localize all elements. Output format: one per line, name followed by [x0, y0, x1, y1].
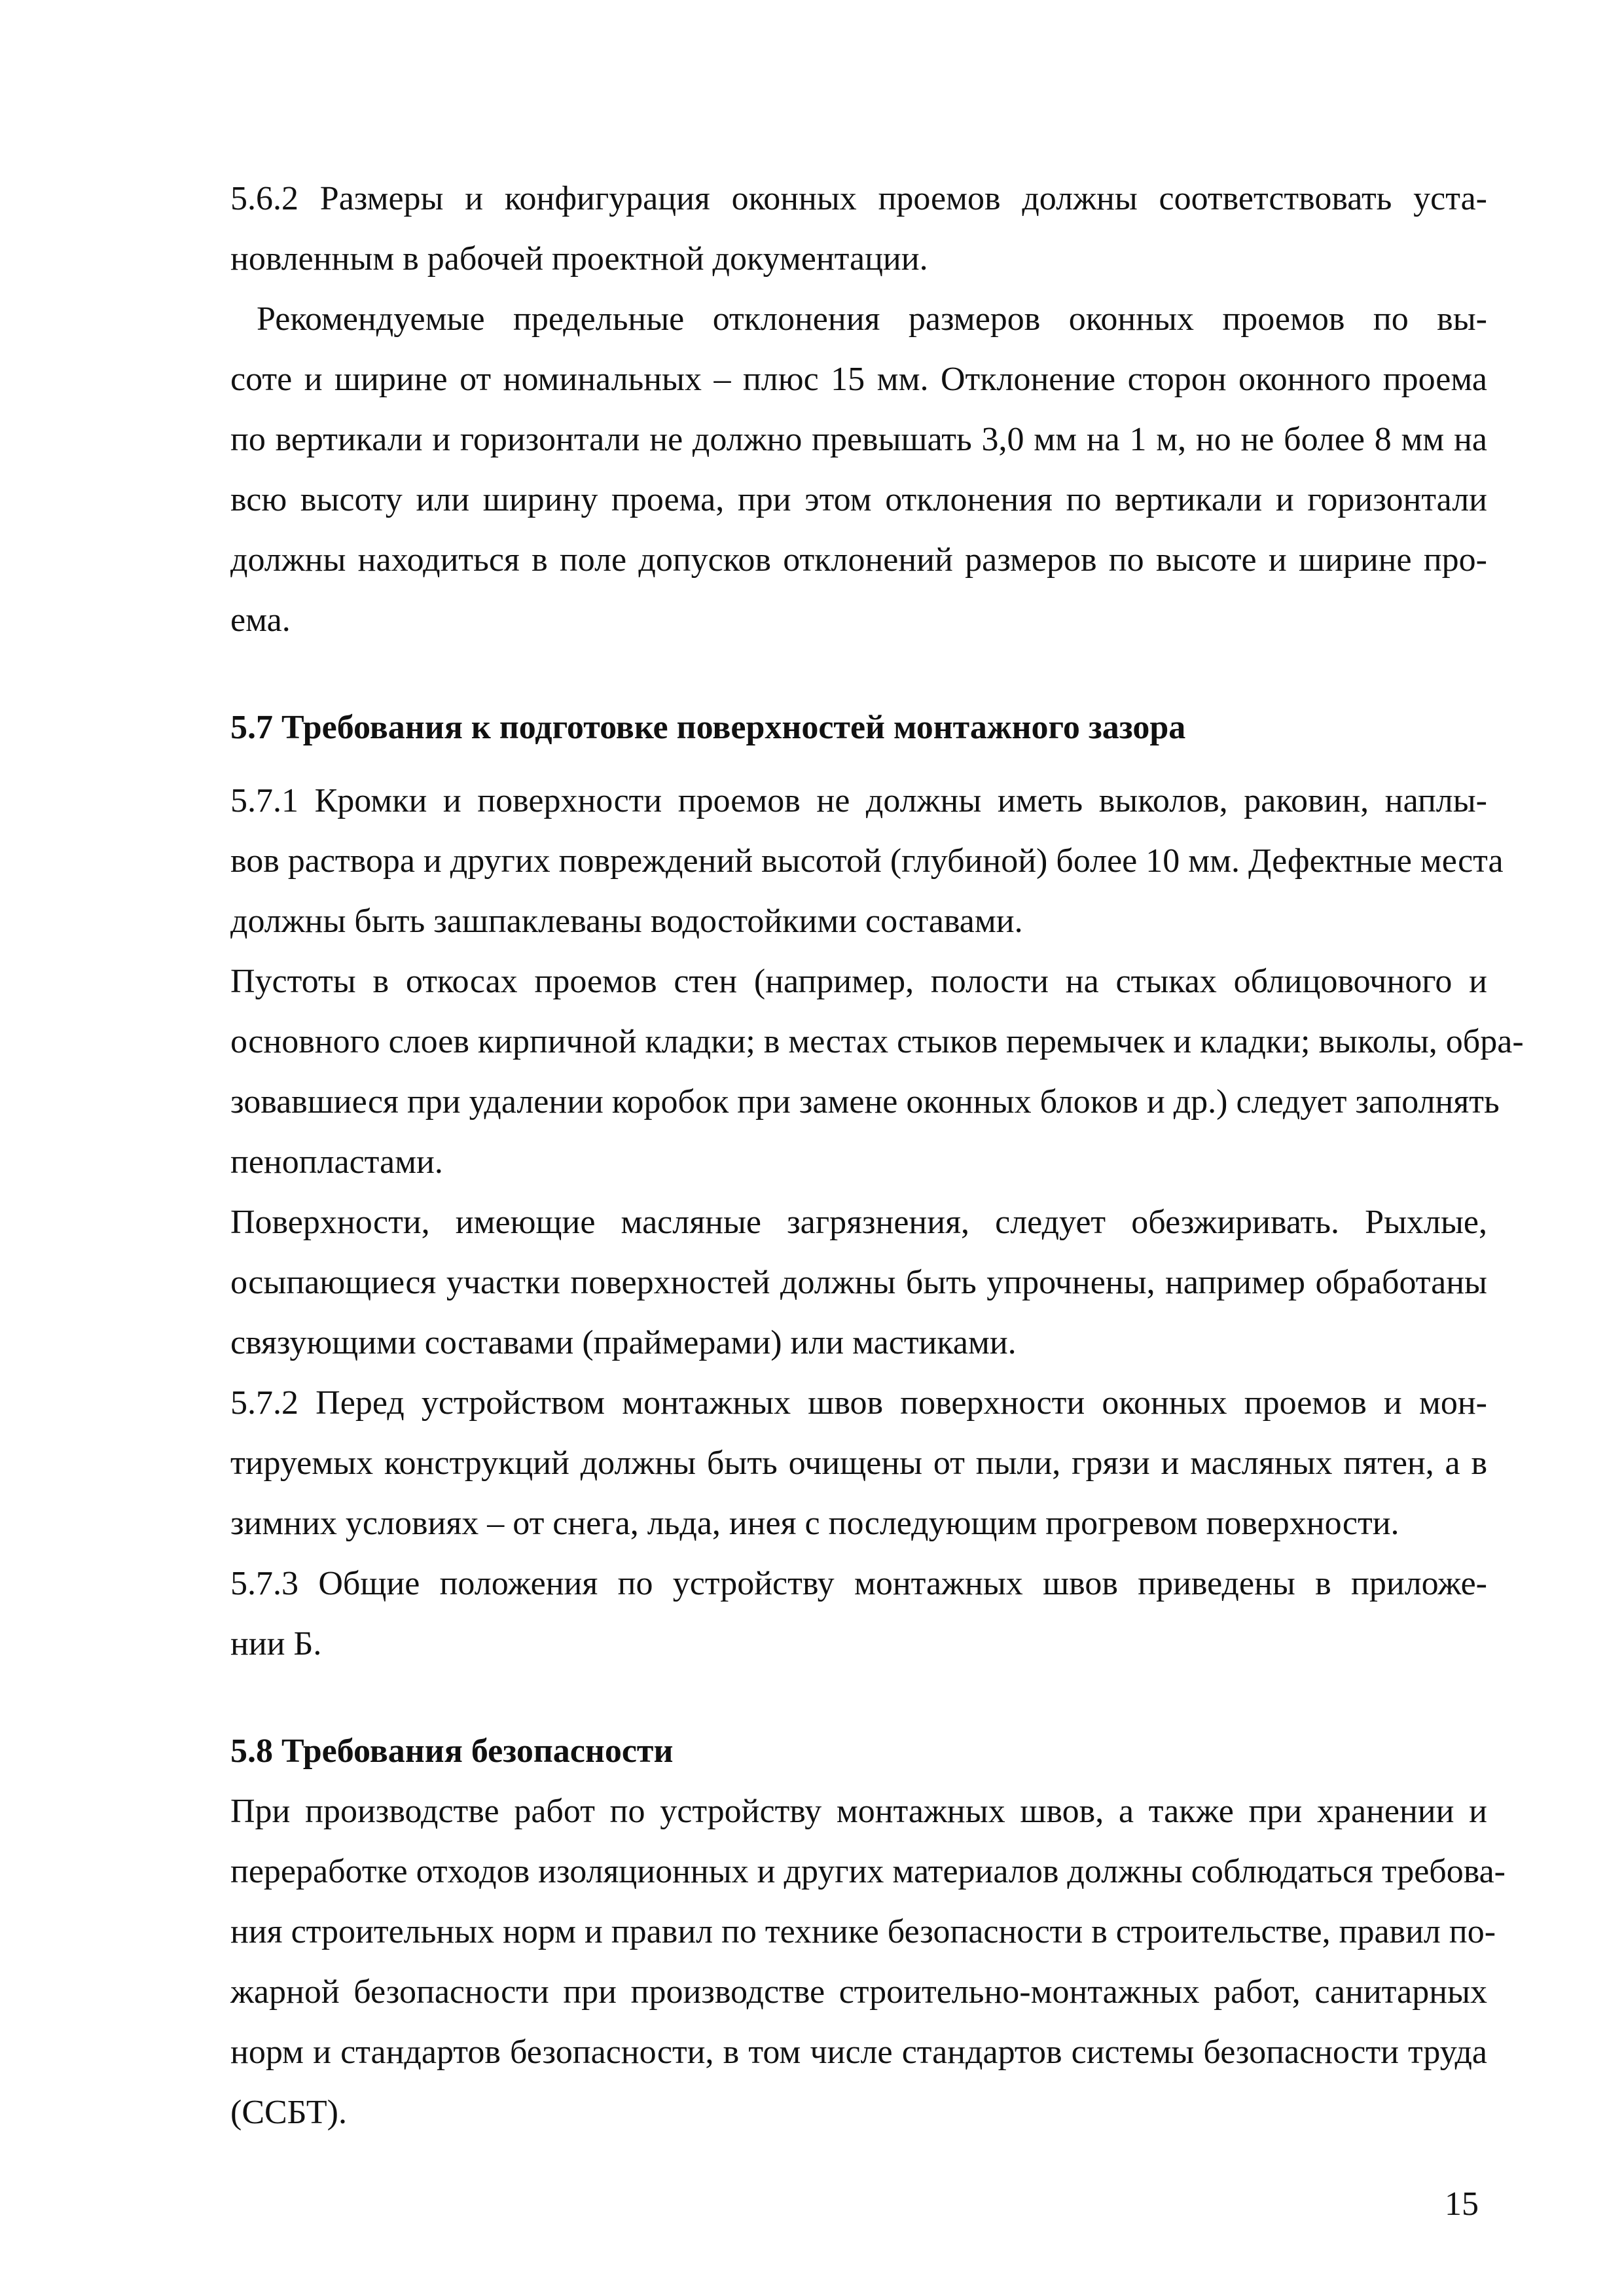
text-line: При производстве работ по устройству монтажных швов, а также при хранении и	[230, 1793, 1487, 1830]
text-line: нии Б.	[230, 1625, 322, 1662]
text-line: зовавшиеся при удалении коробок при замене оконных блоков и др.) следует заполнять	[230, 1083, 1500, 1121]
text-line: 5.6.2 Размеры и конфигурация оконных проемов должны соответствовать уста-	[230, 180, 1487, 217]
text-line: должны быть зашпаклеваны водостойкими составами.	[230, 903, 1023, 940]
text-line: всю высоту или ширину проема, при этом отклонения по вертикали и горизонтали	[230, 481, 1487, 518]
text-line: основного слоев кирпичной кладки; в местах стыков перемычек и кладки; выколы, обра-	[230, 1023, 1524, 1060]
text-line: зимних условиях – от снега, льда, инея с последующим прогревом поверхности.	[230, 1505, 1399, 1542]
paragraph-tolerances	[230, 289, 1487, 651]
page-number: 15	[1445, 2185, 1479, 2223]
text-line: 5.7.3 Общие положения по устройству монтажных швов приведены в приложе-	[230, 1565, 1487, 1602]
text-line: ния строительных норм и правил по технике безопасности в строительстве, правил по-	[230, 1913, 1496, 1950]
text-line: тируемых конструкций должны быть очищены от пыли, грязи и масляных пятен, а в	[230, 1444, 1487, 1482]
paragraph-5-8	[230, 1782, 1506, 2143]
text-line: норм и стандартов безопасности, в том числе стандартов системы безопасности труда	[230, 2034, 1487, 2071]
text-line: 5.7.1 Кромки и поверхности проемов не должны иметь выколов, раковин, наплы-	[230, 782, 1487, 819]
text-line: по вертикали и горизонтали не должно превышать 3,0 мм на 1 м, но не более 8 мм на	[230, 421, 1487, 458]
text-line: должны находиться в поле допусков отклонений размеров по высоте и ширине про-	[230, 541, 1487, 579]
page-content	[230, 169, 1524, 2143]
text-line: соте и ширине от номинальных – плюс 15 мм. Отклонение сторон оконного проема	[230, 361, 1487, 398]
paragraph-5-7-2	[230, 1373, 1487, 1554]
paragraph-5-7-1	[230, 771, 1504, 952]
section-heading-5-7: 5.7 Требования к подготовке поверхностей монтажного зазора	[230, 709, 1186, 746]
text-line: Рекомендуемые предельные отклонения размеров оконных проемов по вы-	[257, 300, 1487, 338]
text-line: переработке отходов изоляционных и других материалов должны соблюдаться требова-	[230, 1853, 1506, 1890]
text-line: 5.7.2 Перед устройством монтажных швов поверхности оконных проемов и мон-	[230, 1384, 1487, 1422]
text-line: ема.	[230, 601, 291, 639]
text-line: Поверхности, имеющие масляные загрязнения, следует обезжиривать. Рыхлые,	[230, 1204, 1487, 1241]
paragraph-5-6-2	[230, 169, 1487, 289]
paragraph-5-7-3	[230, 1554, 1487, 1674]
text-line: связующими составами (праймерами) или мастиками.	[230, 1324, 1017, 1361]
text-line: пенопластами.	[230, 1143, 443, 1181]
text-line: жарной безопасности при производстве строительно-монтажных работ, санитарных	[230, 1973, 1487, 2011]
section-heading-5-8: 5.8 Требования безопасности	[230, 1732, 674, 1770]
paragraph-surfaces	[230, 1193, 1487, 1373]
paragraph-voids	[230, 952, 1524, 1193]
text-line: вов раствора и других повреждений высотой (глубиной) более 10 мм. Дефектные места	[230, 842, 1504, 880]
text-line: новленным в рабочей проектной документации.	[230, 240, 928, 278]
text-line: (ССБТ).	[230, 2094, 347, 2131]
text-line: Пустоты в откосах проемов стен (например, полости на стыках облицовочного и	[230, 963, 1487, 1000]
text-line: осыпающиеся участки поверхностей должны быть упрочнены, например обработаны	[230, 1264, 1487, 1301]
